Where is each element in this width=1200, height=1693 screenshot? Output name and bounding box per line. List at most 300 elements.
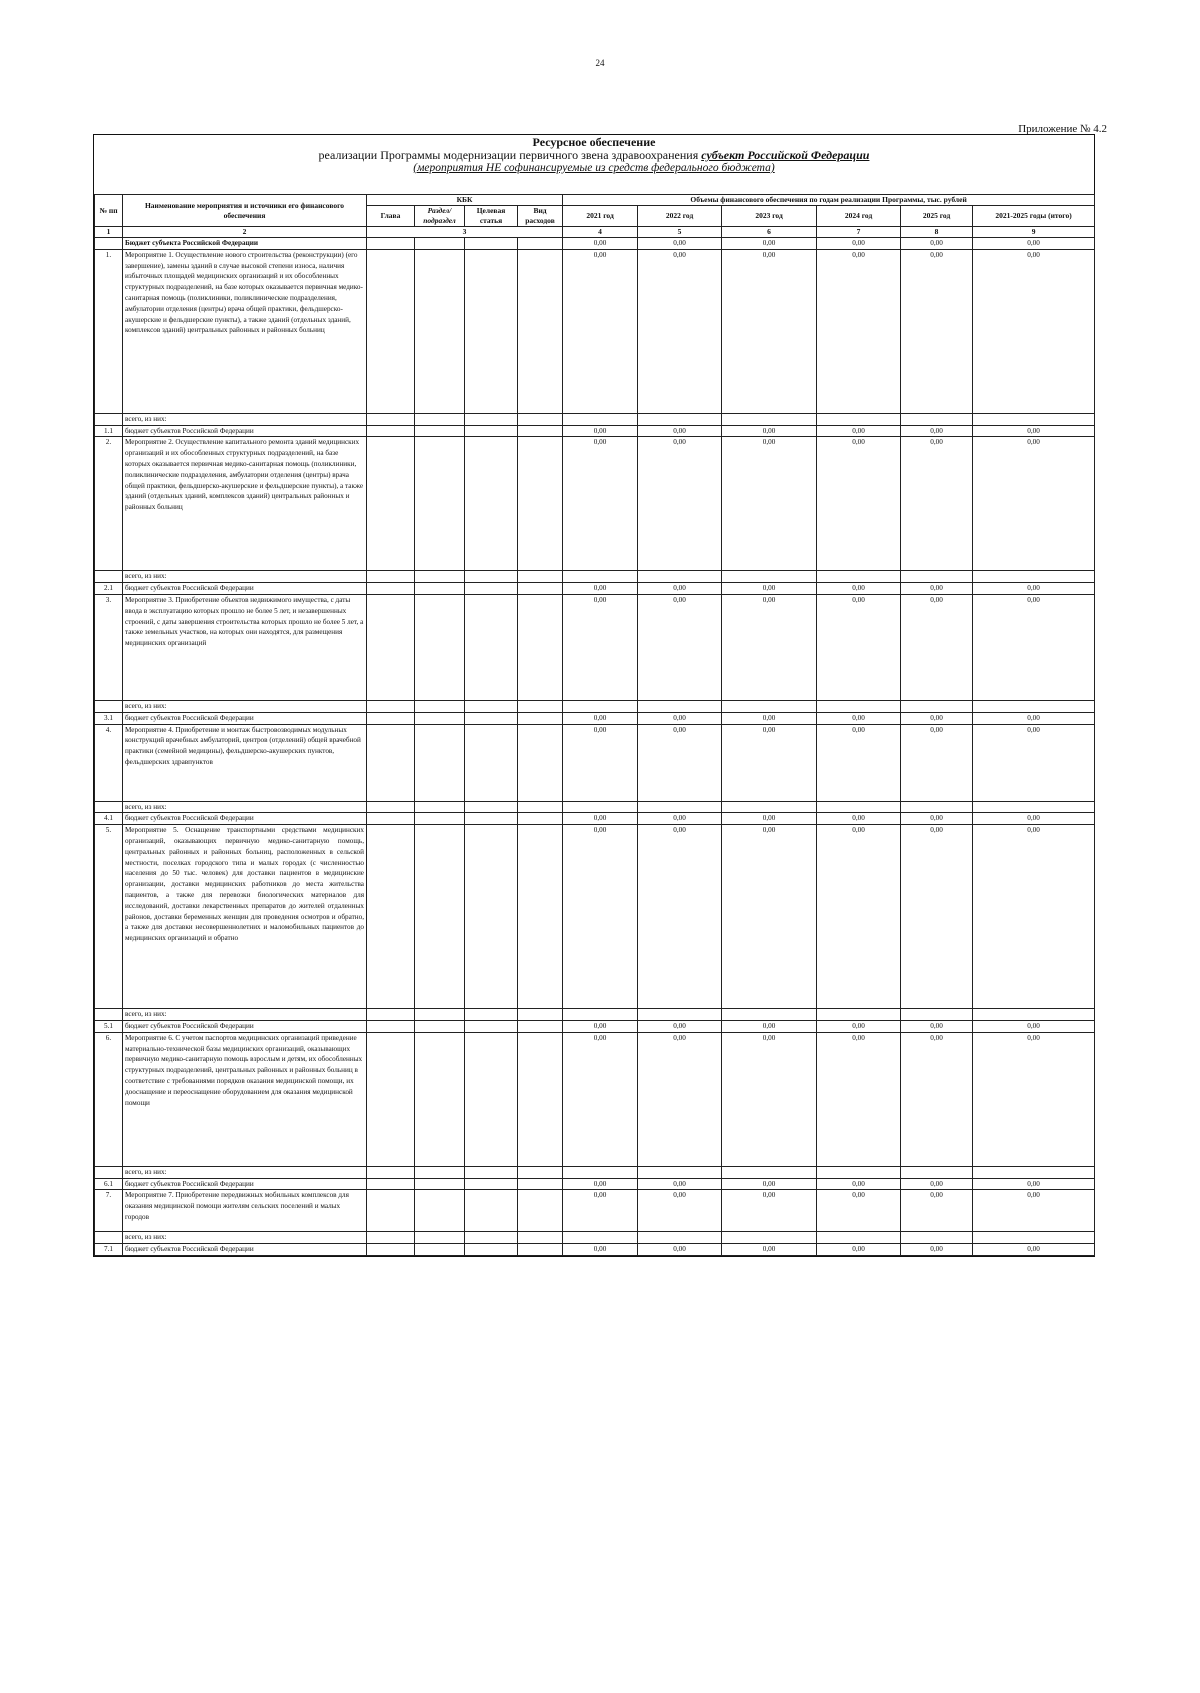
kbk-cell [518,583,563,595]
value-cell [901,1232,973,1244]
budget-row [95,1178,1095,1190]
kbk-cell [518,249,563,413]
value-cell: 0,00 [973,813,1095,825]
value-cell [973,571,1095,583]
measure-text: Мероприятие 6. С учетом паспортов медицинских организаций приведение материально-технической базы медицинских организаций, оказывающих первичную медико-санитарную помощь взрослым и детям, их обособленных структурных подразделений, центральных районных и районных больниц в соответствие с требованиями порядков оказания медицинской помощи, их дооснащение и переоснащение оборудованием для оказания медицинской помощи [123,1032,367,1166]
kbk-cell [465,813,518,825]
kbk-cell [367,801,415,813]
value-cell: 0,00 [901,425,973,437]
kbk-cell [465,700,518,712]
kbk-cell [415,724,465,801]
header-column-numbers [95,227,1095,238]
value-cell: 0,00 [817,1032,901,1166]
value-cell: 0,00 [901,1244,973,1256]
value-cell: 0,00 [973,825,1095,1009]
kbk-cell [367,1232,415,1244]
header-2023: 2023 год [722,206,817,227]
measure-text: Мероприятие 3. Приобретение объектов недвижимого имущества, с даты ввода в эксплуатацию которых прошло не более 5 лет, и незавершенных строений, с даты завершения строительства которых прошло не более 5 лет, а также земельных участков, на которых они находятся, для размещения медицинских организаций [123,594,367,700]
value-cell [638,700,722,712]
value-cell: 0,00 [973,1178,1095,1190]
kbk-cell [415,1232,465,1244]
kbk-cell [415,413,465,425]
value-cell [722,1009,817,1021]
kbk-cell [465,413,518,425]
vsego-label: всего, из них: [123,700,367,712]
appendix-label: Приложение № 4.2 [1018,123,1107,135]
value-cell: 0,00 [817,425,901,437]
value-cell [901,1166,973,1178]
col-number: 4 [563,227,638,238]
value-cell: 0,00 [638,594,722,700]
value-cell: 0,00 [973,724,1095,801]
kbk-cell [518,1020,563,1032]
value-cell: 0,00 [563,825,638,1009]
value-cell: 0,00 [563,1190,638,1232]
vsego-num [95,1009,123,1021]
value-cell: 0,00 [722,594,817,700]
kbk-cell [367,437,415,571]
kbk-cell [415,825,465,1009]
kbk-cell [367,413,415,425]
table-body [95,238,1095,1256]
kbk-cell [518,1232,563,1244]
kbk-cell [465,437,518,571]
value-cell: 0,00 [973,712,1095,724]
value-cell [563,1232,638,1244]
value-cell: 0,00 [901,594,973,700]
header-vid: Вид расходов [518,206,563,227]
header-kbk: КБК [367,195,563,206]
kbk-cell [367,1178,415,1190]
measure-num: 1. [95,249,123,413]
kbk-cell [367,1244,415,1256]
value-cell [638,413,722,425]
budget-row [95,712,1095,724]
title-subject-link: субъект Российской Федерации [701,148,870,162]
value-cell [563,1166,638,1178]
measure-row [95,437,1095,571]
col-number: 1 [95,227,123,238]
budget-row [95,1020,1095,1032]
kbk-cell [367,700,415,712]
vsego-num [95,700,123,712]
header-num: № пп [95,195,123,227]
kbk-cell [465,1232,518,1244]
value-cell: 0,00 [563,1244,638,1256]
value-cell [638,1232,722,1244]
header-row-1 [95,195,1095,206]
kbk-cell [518,700,563,712]
value-cell: 0,00 [817,437,901,571]
vsego-row [95,1232,1095,1244]
kbk-cell [415,238,465,250]
kbk-cell [465,594,518,700]
budget-row [95,813,1095,825]
value-cell: 0,00 [973,1190,1095,1232]
value-cell [973,1009,1095,1021]
vsego-row [95,1166,1095,1178]
title-line-2 [94,149,1094,162]
kbk-cell [415,1166,465,1178]
value-cell: 0,00 [722,238,817,250]
value-cell: 0,00 [638,825,722,1009]
value-cell [722,571,817,583]
value-cell: 0,00 [973,1244,1095,1256]
kbk-cell [415,571,465,583]
value-cell [817,1009,901,1021]
total-num [95,238,123,250]
budget-label: бюджет субъектов Российской Федерации [123,1178,367,1190]
value-cell: 0,00 [722,1244,817,1256]
kbk-cell [518,724,563,801]
total-label: Бюджет субъекта Российской Федерации [123,238,367,250]
kbk-cell [518,571,563,583]
kbk-cell [367,1020,415,1032]
kbk-cell [465,1178,518,1190]
value-cell: 0,00 [722,583,817,595]
value-cell: 0,00 [722,712,817,724]
kbk-cell [415,583,465,595]
value-cell: 0,00 [638,249,722,413]
header-2025: 2025 год [901,206,973,227]
value-cell: 0,00 [901,813,973,825]
measure-row [95,594,1095,700]
measure-text: Мероприятие 1. Осуществление нового строительства (реконструкции) (его завершение), замены зданий в случае высокой степени износа, наличия избыточных площадей медицинских организаций и их обособленных структурных подразделений, на базе которых оказывается первичная медико-санитарная помощь (поликлиники, поликлинические подразделения, амбулатории отделения (центры) врача общей практики, фельдшерско-акушерские и фельдшерские пункты), а также зданий (отдельных зданий, комплексов зданий) центральных районных и районных больниц [123,249,367,413]
page-number: 24 [595,58,605,68]
budget-label: бюджет субъектов Российской Федерации [123,583,367,595]
vsego-label: всего, из них: [123,413,367,425]
kbk-cell [415,813,465,825]
value-cell: 0,00 [817,583,901,595]
budget-row [95,583,1095,595]
vsego-num [95,1166,123,1178]
header-2024: 2024 год [817,206,901,227]
value-cell: 0,00 [817,1244,901,1256]
kbk-cell [415,425,465,437]
value-cell [901,1009,973,1021]
kbk-cell [415,249,465,413]
value-cell [973,700,1095,712]
kbk-cell [518,813,563,825]
header-2021: 2021 год [563,206,638,227]
value-cell: 0,00 [901,437,973,571]
kbk-cell [367,594,415,700]
header-name: Наименование мероприятия и источники его финансового обеспечения [123,195,367,227]
vsego-label: всего, из них: [123,1009,367,1021]
title-line-3: (мероприятия НЕ софинансируемые из средств федерального бюджета) [413,162,775,174]
kbk-cell [518,1244,563,1256]
col-number: 9 [973,227,1095,238]
col-number: 7 [817,227,901,238]
value-cell [638,1009,722,1021]
value-cell: 0,00 [722,425,817,437]
kbk-cell [465,425,518,437]
value-cell: 0,00 [901,1190,973,1232]
measure-text: Мероприятие 7. Приобретение передвижных мобильных комплексов для оказания медицинской помощи жителям сельских поселений и малых городов [123,1190,367,1232]
value-cell: 0,00 [722,724,817,801]
value-cell [563,700,638,712]
value-cell: 0,00 [638,1020,722,1032]
value-cell: 0,00 [973,594,1095,700]
value-cell: 0,00 [973,1020,1095,1032]
value-cell: 0,00 [638,583,722,595]
kbk-cell [415,1178,465,1190]
kbk-cell [415,437,465,571]
value-cell [722,1166,817,1178]
value-cell [638,1166,722,1178]
kbk-cell [367,571,415,583]
measure-text: Мероприятие 4. Приобретение и монтаж быстровозводимых модульных конструкций врачебных амбулаторий, центров (отделений) общей врачебной практики (семейной медицины), фельдшерско-акушерских пунктов, фельдшерских здравпунктов [123,724,367,801]
kbk-cell [367,724,415,801]
value-cell: 0,00 [563,813,638,825]
kbk-cell [518,594,563,700]
vsego-row [95,700,1095,712]
vsego-label: всего, из них: [123,1232,367,1244]
budget-num: 5.1 [95,1020,123,1032]
value-cell [901,801,973,813]
budget-label: бюджет субъектов Российской Федерации [123,1244,367,1256]
kbk-cell [415,1244,465,1256]
value-cell: 0,00 [638,724,722,801]
kbk-cell [367,1166,415,1178]
value-cell: 0,00 [901,1020,973,1032]
kbk-cell [465,1032,518,1166]
value-cell: 0,00 [638,712,722,724]
value-cell: 0,00 [563,712,638,724]
measure-row [95,724,1095,801]
kbk-cell [465,801,518,813]
kbk-cell [465,1244,518,1256]
value-cell: 0,00 [722,249,817,413]
value-cell: 0,00 [901,724,973,801]
value-cell: 0,00 [817,825,901,1009]
kbk-cell [465,825,518,1009]
value-cell: 0,00 [973,249,1095,413]
value-cell: 0,00 [563,249,638,413]
vsego-label: всего, из них: [123,1166,367,1178]
value-cell: 0,00 [563,238,638,250]
total-row [95,238,1095,250]
kbk-cell [367,249,415,413]
value-cell: 0,00 [722,1190,817,1232]
value-cell: 0,00 [638,1244,722,1256]
kbk-cell [518,413,563,425]
header-glava: Глава [367,206,415,227]
kbk-cell [465,238,518,250]
col-number: 6 [722,227,817,238]
value-cell: 0,00 [817,724,901,801]
header-total: 2021-2025 годы (итого) [973,206,1095,227]
value-cell: 0,00 [901,825,973,1009]
vsego-row [95,1009,1095,1021]
value-cell: 0,00 [563,724,638,801]
kbk-cell [465,249,518,413]
value-cell: 0,00 [722,1020,817,1032]
kbk-cell [465,583,518,595]
budget-label: бюджет субъектов Российской Федерации [123,813,367,825]
value-cell: 0,00 [563,1032,638,1166]
value-cell: 0,00 [901,238,973,250]
value-cell: 0,00 [638,238,722,250]
kbk-cell [367,425,415,437]
value-cell [722,700,817,712]
resource-table [94,194,1095,1256]
value-cell: 0,00 [563,583,638,595]
kbk-cell [518,1190,563,1232]
kbk-cell [465,724,518,801]
header-volumes: Объемы финансового обеспечения по годам реализации Программы, тыс. рублей [563,195,1095,206]
header-razdel: Раздел/ подраздел [415,206,465,227]
value-cell: 0,00 [563,1178,638,1190]
kbk-cell [465,571,518,583]
budget-row [95,1244,1095,1256]
kbk-cell [415,1009,465,1021]
budget-num: 2.1 [95,583,123,595]
vsego-label: всего, из них: [123,801,367,813]
resource-table-frame [93,134,1095,1257]
value-cell [817,1166,901,1178]
value-cell: 0,00 [817,1178,901,1190]
value-cell [973,1232,1095,1244]
kbk-cell [415,801,465,813]
value-cell [973,1166,1095,1178]
vsego-label: всего, из них: [123,571,367,583]
kbk-cell [518,1009,563,1021]
kbk-cell [415,712,465,724]
vsego-row [95,413,1095,425]
kbk-cell [367,813,415,825]
value-cell: 0,00 [722,437,817,571]
value-cell: 0,00 [973,238,1095,250]
value-cell: 0,00 [817,238,901,250]
measure-row [95,249,1095,413]
budget-num: 1.1 [95,425,123,437]
value-cell: 0,00 [817,813,901,825]
value-cell: 0,00 [563,425,638,437]
value-cell: 0,00 [973,437,1095,571]
measure-row [95,825,1095,1009]
value-cell [563,413,638,425]
value-cell: 0,00 [817,249,901,413]
kbk-cell [518,437,563,571]
vsego-row [95,571,1095,583]
measure-num: 5. [95,825,123,1009]
kbk-cell [367,1032,415,1166]
value-cell: 0,00 [563,1020,638,1032]
budget-num: 4.1 [95,813,123,825]
value-cell [563,1009,638,1021]
value-cell: 0,00 [901,712,973,724]
kbk-cell [415,1032,465,1166]
value-cell: 0,00 [901,249,973,413]
kbk-cell [518,238,563,250]
value-cell: 0,00 [817,1190,901,1232]
kbk-cell [518,1032,563,1166]
document-title [94,135,1094,184]
value-cell [638,571,722,583]
value-cell: 0,00 [722,1178,817,1190]
kbk-cell [367,1190,415,1232]
vsego-num [95,801,123,813]
value-cell: 0,00 [638,1032,722,1166]
title-line-2-prefix: реализации Программы модернизации первичного звена здравоохранения [318,148,702,162]
measure-num: 2. [95,437,123,571]
value-cell: 0,00 [563,437,638,571]
kbk-cell [415,1020,465,1032]
value-cell: 0,00 [817,712,901,724]
kbk-cell [415,700,465,712]
kbk-cell [518,801,563,813]
value-cell: 0,00 [563,594,638,700]
value-cell: 0,00 [638,437,722,571]
value-cell: 0,00 [638,813,722,825]
kbk-cell [367,583,415,595]
value-cell [817,413,901,425]
value-cell: 0,00 [638,1178,722,1190]
measure-num: 4. [95,724,123,801]
value-cell [563,801,638,813]
budget-num: 6.1 [95,1178,123,1190]
kbk-cell [367,825,415,1009]
budget-row [95,425,1095,437]
value-cell: 0,00 [901,1032,973,1166]
value-cell [901,413,973,425]
value-cell [638,801,722,813]
kbk-cell [415,594,465,700]
kbk-cell [518,1178,563,1190]
kbk-cell [518,712,563,724]
kbk-cell [465,1190,518,1232]
vsego-num [95,413,123,425]
measure-num: 7. [95,1190,123,1232]
header-target: Целевая статья [465,206,518,227]
value-cell: 0,00 [722,1032,817,1166]
value-cell: 0,00 [973,583,1095,595]
measure-row [95,1190,1095,1232]
value-cell [722,413,817,425]
value-cell [901,700,973,712]
kbk-cell [465,1166,518,1178]
measure-num: 3. [95,594,123,700]
budget-num: 3.1 [95,712,123,724]
value-cell: 0,00 [722,825,817,1009]
kbk-cell [415,1190,465,1232]
value-cell [722,1232,817,1244]
kbk-cell [367,1009,415,1021]
value-cell: 0,00 [901,583,973,595]
kbk-cell [518,425,563,437]
value-cell: 0,00 [817,594,901,700]
budget-label: бюджет субъектов Российской Федерации [123,712,367,724]
measure-num: 6. [95,1032,123,1166]
measure-text: Мероприятие 2. Осуществление капитального ремонта зданий медицинских организаций и их обособленных структурных подразделений, на базе которых оказывается первичная медико-санитарная помощь (поликлиники, поликлинические подразделения, амбулатории отделения (центры) врача общей практики, фельдшерско-акушерские и фельдшерские пункты), а также зданий (отдельных зданий, комплексов зданий) центральных районных и районных больниц [123,437,367,571]
budget-label: бюджет субъектов Российской Федерации [123,425,367,437]
kbk-cell [465,1009,518,1021]
value-cell [722,801,817,813]
measure-row [95,1032,1095,1166]
header-2022: 2022 год [638,206,722,227]
value-cell [817,1232,901,1244]
col-number: 3 [367,227,563,238]
title-line-1: Ресурсное обеспечение [532,135,656,149]
value-cell [817,571,901,583]
kbk-cell [465,1020,518,1032]
col-number: 8 [901,227,973,238]
col-number: 2 [123,227,367,238]
kbk-cell [367,712,415,724]
value-cell: 0,00 [973,425,1095,437]
vsego-row [95,801,1095,813]
